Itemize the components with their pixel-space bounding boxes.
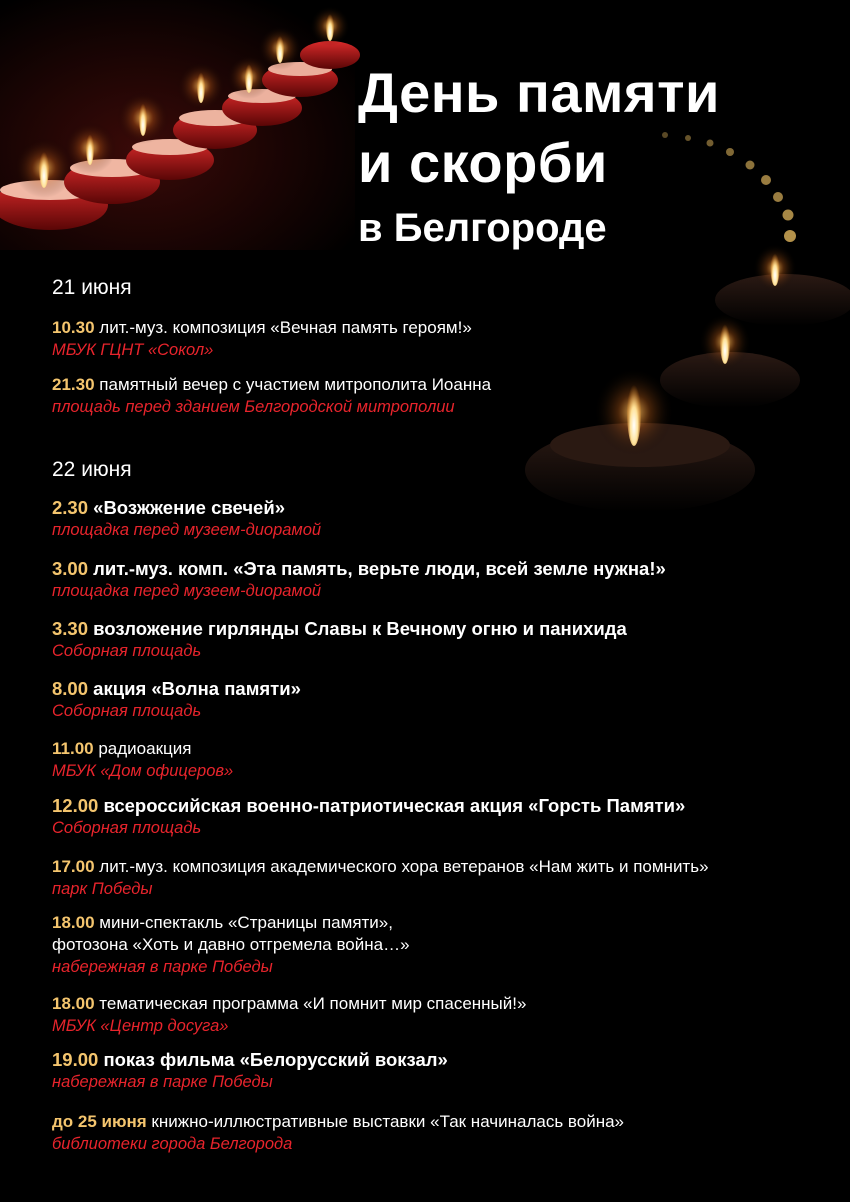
event-item	[52, 912, 410, 978]
event-text: лит.-муз. комп. «Эта память, верьте люди, всей земле нужна!»	[93, 558, 666, 579]
event-time: 18.00	[52, 913, 95, 932]
event-time: 3.30	[52, 618, 89, 639]
event-item	[52, 1111, 624, 1155]
event-place: площадь перед зданием Белгородской митрополии	[52, 398, 455, 416]
poster-title	[358, 58, 720, 254]
title-line-2: и скорби	[358, 131, 608, 194]
event-place: парк Победы	[52, 880, 153, 898]
event-place: набережная в парке Победы	[52, 1073, 273, 1091]
event-time: 10.30	[52, 318, 95, 337]
event-text: мини-спектакль «Страницы памяти»,	[99, 913, 393, 932]
event-item	[52, 374, 491, 418]
event-place: Соборная площадь	[52, 642, 202, 660]
event-text: лит.-муз. композиция академического хора ветеранов «Нам жить и помнить»	[99, 857, 709, 876]
day-heading: 22 июня	[52, 458, 132, 481]
event-time: 3.00	[52, 558, 89, 579]
event-place: библиотеки города Белгорода	[52, 1135, 293, 1153]
event-item	[52, 856, 709, 900]
event-text: радиоакция	[98, 739, 192, 758]
event-time: 18.00	[52, 994, 95, 1013]
event-item	[52, 795, 685, 839]
event-place: МБУК ГЦНТ «Сокол»	[52, 341, 214, 359]
event-text: показ фильма «Белорусский вокзал»	[103, 1049, 448, 1070]
event-place: Соборная площадь	[52, 702, 202, 720]
title-line-1: День памяти	[358, 61, 720, 124]
event-item	[52, 738, 233, 782]
event-place: площадка перед музеем-диорамой	[52, 521, 322, 539]
event-time: 2.30	[52, 497, 89, 518]
event-time: до 25 июня	[52, 1112, 147, 1131]
event-text: возложение гирлянды Славы к Вечному огню и панихида	[93, 618, 627, 639]
event-time: 19.00	[52, 1049, 99, 1070]
event-time: 11.00	[52, 739, 94, 758]
event-item	[52, 558, 666, 602]
event-place: МБУК «Центр досуга»	[52, 1017, 229, 1035]
event-time: 8.00	[52, 678, 89, 699]
event-place: площадка перед музеем-диорамой	[52, 582, 322, 600]
event-item	[52, 497, 321, 541]
event-text: книжно-иллюстративные выставки «Так начиналась война»	[151, 1112, 625, 1131]
event-item	[52, 1049, 448, 1093]
day-heading: 21 июня	[52, 276, 132, 299]
event-item	[52, 993, 526, 1037]
event-place: набережная в парке Победы	[52, 958, 273, 976]
event-text: «Возжжение свечей»	[93, 497, 286, 518]
event-text-2: фотозона «Хоть и давно отгремела война…»	[52, 935, 410, 954]
event-time: 12.00	[52, 795, 99, 816]
event-text: тематическая программа «И помнит мир спасенный!»	[99, 994, 527, 1013]
event-time: 17.00	[52, 857, 95, 876]
event-item	[52, 678, 301, 722]
event-item	[52, 317, 472, 361]
event-text: акция «Волна памяти»	[93, 678, 301, 699]
event-item	[52, 618, 627, 662]
event-text: памятный вечер с участием митрополита Иоанна	[99, 375, 492, 394]
event-place: Соборная площадь	[52, 819, 202, 837]
event-text: лит.-муз. композиция «Вечная память героям!»	[99, 318, 472, 337]
title-line-3: в Белгороде	[358, 206, 607, 250]
event-time: 21.30	[52, 375, 95, 394]
event-text: всероссийская военно-патриотическая акция «Горсть Памяти»	[103, 795, 686, 816]
event-place: МБУК «Дом офицеров»	[52, 762, 234, 780]
